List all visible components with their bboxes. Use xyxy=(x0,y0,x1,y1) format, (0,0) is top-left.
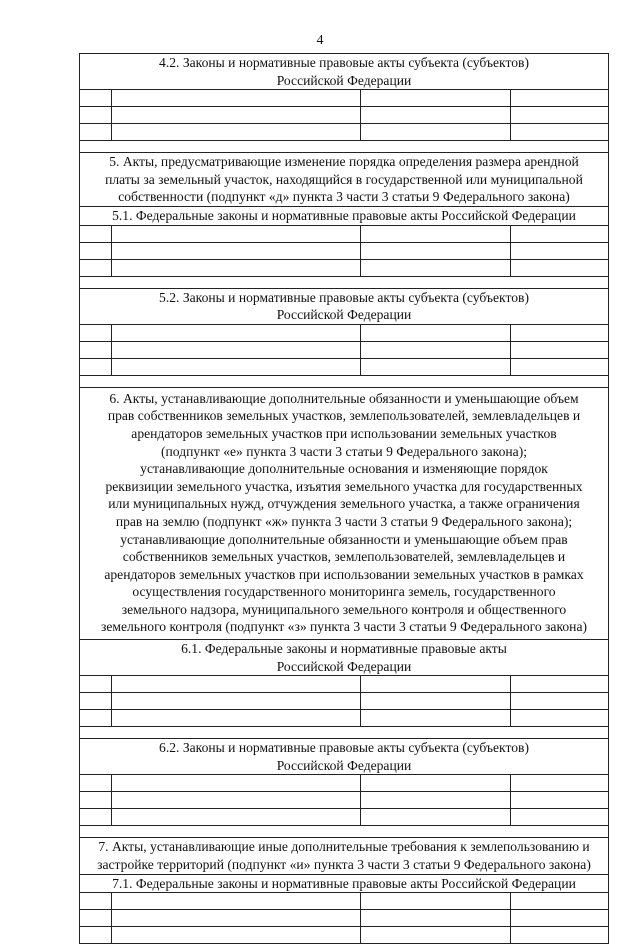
section-6-line-5: устанавливающие дополнительные основания и изменяющие порядок xyxy=(140,461,548,477)
spacer-row xyxy=(80,375,609,387)
section-6-line-9: устанавливающие дополнительные обязанности и уменьшающие объем прав xyxy=(120,531,568,547)
table-row xyxy=(80,107,609,124)
table-row xyxy=(80,893,609,910)
section-7-line-1: 7. Акты, устанавливающие иные дополнительные требования к землепользованию и xyxy=(98,839,590,855)
section-4-2-line-1: 4.2. Законы и нормативные правовые акты субъекта (субъектов) xyxy=(159,55,529,70)
section-5-2-line-2: Российской Федерации xyxy=(276,307,412,323)
section-header-4-2 xyxy=(80,54,609,90)
table-row xyxy=(80,775,609,792)
table-row xyxy=(80,927,609,944)
section-header-5-2 xyxy=(80,288,609,324)
table-row xyxy=(80,710,609,727)
section-6-line-10: собственников земельных участков, землепользователей, землевладельцев и xyxy=(122,549,566,565)
table-row xyxy=(80,792,609,809)
section-7-1-line-1: 7.1. Федеральные законы и нормативные правовые акты Российской Федерации xyxy=(112,875,576,891)
table-row xyxy=(80,324,609,341)
section-title-7-1 xyxy=(80,874,609,893)
spacer-row xyxy=(80,826,609,838)
section-6-2-line-2: Российской Федерации xyxy=(276,757,412,773)
legal-acts-table xyxy=(79,53,609,944)
table-row xyxy=(80,809,609,826)
section-5-line-3: собственности (подпункт «д» пункта 3 части 3 статьи 9 Федерального закона) xyxy=(118,189,570,205)
section-title-5-1 xyxy=(80,206,609,225)
section-6-line-3: арендаторов земельных участков при использовании земельных участков xyxy=(131,425,557,441)
section-5-line-2: платы за земельный участок, находящийся в государственной или муниципальной xyxy=(105,171,583,187)
table-row xyxy=(80,124,609,141)
section-6-line-13: земельного надзора, муниципального земельного контроля и общественного xyxy=(121,601,567,617)
section-header-7 xyxy=(80,838,609,874)
section-6-1-line-2: Российской Федерации xyxy=(276,658,412,674)
section-header-6-2 xyxy=(80,739,609,775)
table-row xyxy=(80,910,609,927)
section-6-line-2: прав собственников земельных участков, землепользователей, землевладельцев и xyxy=(107,408,581,424)
section-header-5 xyxy=(80,153,609,207)
section-6-line-8: прав на землю (подпункт «ж» пункта 3 части 3 статьи 9 Федерального закона); xyxy=(115,513,573,529)
table-row xyxy=(80,259,609,276)
section-6-line-12: осуществления государственного мониторинга земель, государственного xyxy=(132,584,556,600)
page-number: 4 xyxy=(316,33,324,48)
section-6-line-11: арендаторов земельных участков при использовании земельных участков в рамках xyxy=(104,566,584,582)
section-5-line-1: 5. Акты, предусматривающие изменение порядка определения размера арендной xyxy=(109,154,579,170)
section-title-5 xyxy=(80,153,609,207)
table-row xyxy=(80,90,609,107)
table-row xyxy=(80,693,609,710)
section-5-1-line-1: 5.1. Федеральные законы и нормативные правовые акты Российской Федерации xyxy=(112,207,576,223)
section-6-1-line-1: 6.1. Федеральные законы и нормативные правовые акты xyxy=(181,641,507,657)
section-6-line-1: 6. Акты, устанавливающие дополнительные обязанности и уменьшающие объем xyxy=(109,390,579,406)
spacer-row xyxy=(80,141,609,153)
section-header-5-1 xyxy=(80,206,609,225)
section-6-line-7: или муниципальных нужд, отчуждения земельного участка, а также ограничения xyxy=(108,496,580,512)
section-4-2-line-2: Российской Федерации xyxy=(276,72,412,88)
table-row xyxy=(80,358,609,375)
section-title-7 xyxy=(80,838,609,874)
section-title-6 xyxy=(80,387,609,639)
section-header-7-1 xyxy=(80,874,609,893)
section-6-line-14: земельного контроля (подпункт «з» пункта 3 части 3 статьи 9 Федерального закона) xyxy=(100,619,588,635)
section-7-line-2: застройке территорий (подпункт «и» пункта 3 части 3 статьи 9 Федерального закона) xyxy=(97,857,591,873)
table-row xyxy=(80,225,609,242)
section-title-4-2 xyxy=(80,54,609,90)
section-header-6-1 xyxy=(80,640,609,676)
spacer-row xyxy=(80,727,609,739)
section-5-2-line-1: 5.2. Законы и нормативные правовые акты субъекта (субъектов) xyxy=(159,289,529,305)
table-row xyxy=(80,341,609,358)
section-6-2-line-1: 6.2. Законы и нормативные правовые акты субъекта (субъектов) xyxy=(159,740,529,756)
section-6-line-6: реквизиции земельного участка, изъятия земельного участка для государственных xyxy=(105,478,583,494)
section-6-line-4: (подпункт «е» пункта 3 части 3 статьи 9 Федерального закона); xyxy=(160,443,527,459)
spacer-row xyxy=(80,276,609,288)
section-header-6 xyxy=(80,387,609,639)
section-title-6-1 xyxy=(80,640,609,676)
section-title-6-2 xyxy=(80,739,609,775)
table-row xyxy=(80,242,609,259)
section-title-5-2 xyxy=(80,288,609,324)
table-row xyxy=(80,676,609,693)
